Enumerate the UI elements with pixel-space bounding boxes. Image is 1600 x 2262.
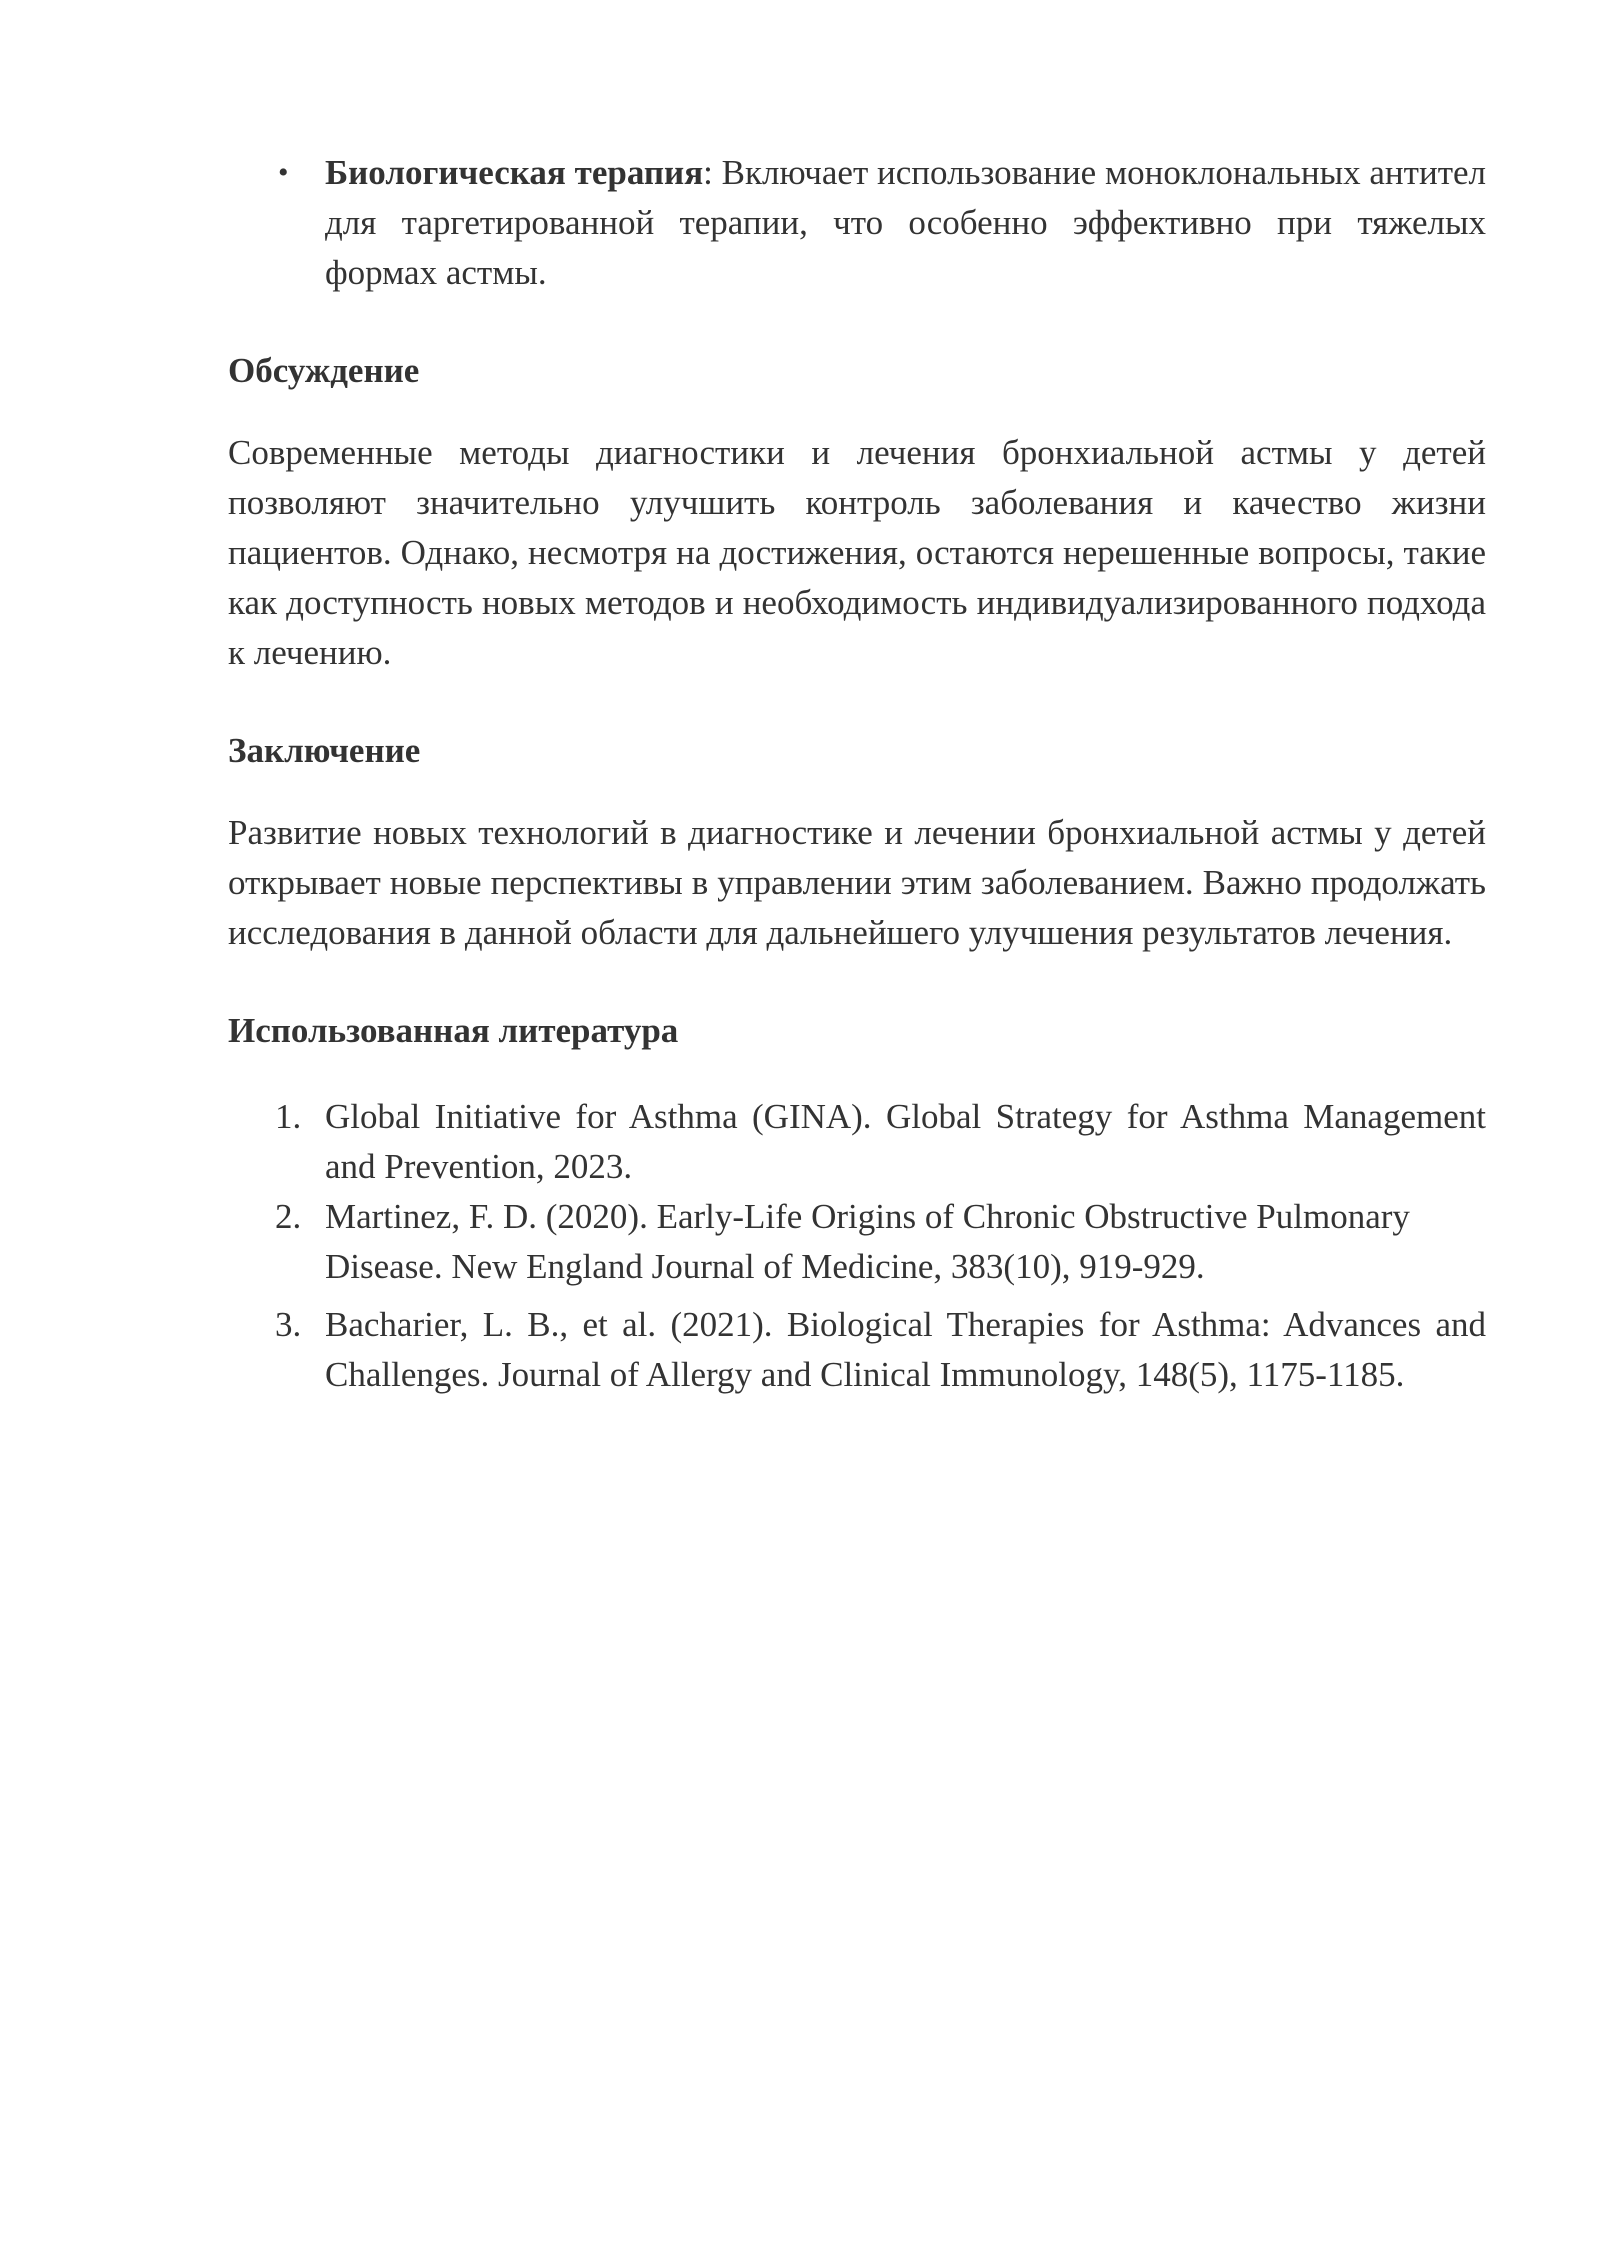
bullet-icon: • — [278, 156, 289, 189]
reference-item — [228, 1300, 1486, 1400]
conclusion-paragraph: Развитие новых технологий в диагностике и лечении бронхиальной астмы у детей открывает новые перспективы в управлении этим заболеванием. Важно продолжать исследования в данной области для дальнейшего улучшения результатов лечения. — [228, 813, 1486, 952]
reference-number: 3. — [275, 1305, 302, 1344]
bullet-term: Биологическая терапия — [325, 153, 704, 192]
discussion-paragraph: Современные методы диагностики и лечения бронхиальной астмы у детей позволяют значительно улучшить контроль заболевания и качество жизни пациентов. Однако, несмотря на достижения, остаются нерешенные вопросы, такие как доступность новых методов и необходимость индивидуализированного подхода к лечению. — [228, 433, 1486, 672]
list-item — [228, 148, 1486, 298]
references-heading: Использованная литература — [228, 1011, 679, 1050]
reference-text: Global Initiative for Asthma (GINA). Global Strategy for Asthma Management and Prevention, 2023. — [325, 1097, 1486, 1186]
reference-number: 1. — [275, 1097, 302, 1136]
reference-text: Bacharier, L. B., et al. (2021). Biological Therapies for Asthma: Advances and Challenges. Journal of Allergy and Clinical Immunology, 148(5), 1175-1185. — [325, 1305, 1486, 1394]
document-page — [228, 148, 1486, 1400]
reference-number: 2. — [275, 1197, 302, 1236]
therapy-bullet-list — [228, 148, 1486, 298]
discussion-heading: Обсуждение — [228, 351, 420, 390]
reference-text: Martinez, F. D. (2020). Early-Life Origins of Chronic Obstructive Pulmonary Disease. New England Journal of Medicine, 383(10), 919-929. — [325, 1197, 1410, 1286]
references-list — [228, 1092, 1486, 1400]
reference-item — [228, 1092, 1486, 1192]
conclusion-heading: Заключение — [228, 731, 421, 770]
reference-item — [228, 1192, 1496, 1292]
bullet-text: : Включает использование моноклональных антител для таргетированной терапии, что особенно эффективно при тяжелых формах астмы. — [325, 153, 1486, 292]
